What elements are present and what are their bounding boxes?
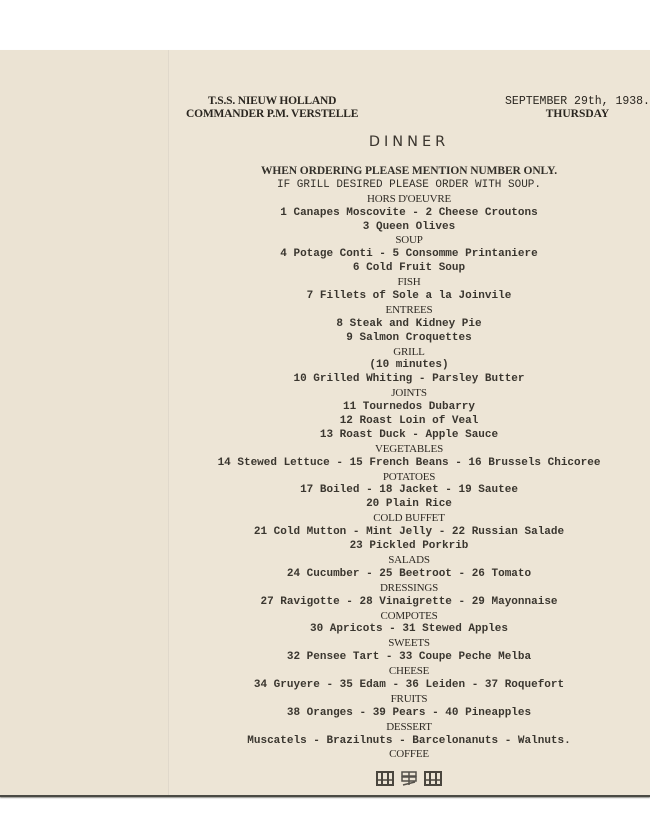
monogram-center-glyph bbox=[400, 771, 418, 791]
section-heading: FRUITS bbox=[390, 692, 428, 705]
menu-item: 20 Plain Rice bbox=[366, 498, 452, 511]
menu-item: 32 Pensee Tart - 33 Coupe Peche Melba bbox=[286, 651, 532, 664]
menu-date: SEPTEMBER 29th, 1938. bbox=[505, 95, 650, 108]
menu-item: 10 Grilled Whiting - Parsley Butter bbox=[293, 373, 525, 386]
ship-name: T.S.S. NIEUW HOLLAND bbox=[208, 95, 337, 107]
commander-name: COMMANDER P.M. VERSTELLE bbox=[186, 108, 359, 120]
section-heading: POTATOES bbox=[382, 470, 436, 483]
section-heading: COFFEE bbox=[389, 748, 429, 761]
section-heading: CHEESE bbox=[388, 665, 430, 678]
ordering-notice: WHEN ORDERING PLEASE MENTION NUMBER ONLY. bbox=[260, 165, 557, 177]
menu-item: 1 Canapes Moscovite - 2 Cheese Croutons bbox=[280, 206, 538, 219]
section-heading: SWEETS bbox=[388, 637, 430, 650]
menu-item: 13 Roast Duck - Apple Sauce bbox=[319, 428, 499, 441]
menu-item: 30 Apricots - 31 Stewed Apples bbox=[309, 623, 509, 636]
menu-item: (10 minutes) bbox=[369, 359, 449, 372]
section-heading: ENTREES bbox=[385, 303, 433, 316]
section-heading: COMPOTES bbox=[380, 609, 438, 622]
menu-item: 4 Potage Conti - 5 Consomme Printaniere bbox=[280, 248, 538, 261]
grill-instruction: IF GRILL DESIRED PLEASE ORDER WITH SOUP. bbox=[276, 178, 542, 191]
monogram-left-glyph bbox=[376, 771, 394, 791]
menu-body bbox=[168, 165, 650, 762]
menu-card bbox=[0, 50, 650, 797]
menu-item: 8 Steak and Kidney Pie bbox=[336, 317, 482, 330]
menu-item: 21 Cold Mutton - Mint Jelly - 22 Russian Salade bbox=[253, 526, 565, 539]
section-heading: COLD BUFFET bbox=[373, 512, 445, 525]
section-heading: SOUP bbox=[395, 234, 423, 247]
section-heading: FISH bbox=[397, 276, 421, 289]
monogram-right-glyph bbox=[424, 771, 442, 791]
section-heading: SALADS bbox=[388, 553, 430, 566]
section-heading: DRESSINGS bbox=[379, 581, 439, 594]
menu-item: Muscatels - Brazilnuts - Barcelonanuts - Walnuts. bbox=[247, 734, 571, 747]
section-heading: VEGETABLES bbox=[374, 442, 443, 455]
menu-item: 3 Queen Olives bbox=[362, 220, 456, 233]
menu-title: DINNER bbox=[368, 134, 450, 150]
menu-item: 7 Fillets of Sole a la Joinvile bbox=[306, 290, 512, 303]
menu-item: 34 Gruyere - 35 Edam - 36 Leiden - 37 Roquefort bbox=[253, 678, 565, 691]
left-panel-blank bbox=[0, 50, 168, 795]
menu-item: 24 Cucumber - 25 Beetroot - 26 Tomato bbox=[286, 567, 532, 580]
section-heading: JOINTS bbox=[391, 387, 427, 400]
menu-item: 9 Salmon Croquettes bbox=[346, 331, 472, 344]
menu-item: 23 Pickled Porkrib bbox=[349, 540, 469, 553]
section-heading: DESSERT bbox=[386, 720, 432, 733]
section-heading: HORS D'OEUVRE bbox=[366, 192, 452, 205]
menu-item: 17 Boiled - 18 Jacket - 19 Sautee bbox=[300, 484, 518, 497]
date-header bbox=[505, 95, 650, 121]
menu-item: 6 Cold Fruit Soup bbox=[352, 262, 466, 275]
menu-day: THURSDAY bbox=[545, 108, 610, 120]
menu-item: 38 Oranges - 39 Pears - 40 Pineapples bbox=[286, 706, 532, 719]
ship-header bbox=[186, 95, 358, 121]
menu-item: 14 Stewed Lettuce - 15 French Beans - 16 Brussels Chicoree bbox=[217, 456, 601, 469]
menu-item: 11 Tournedos Dubarry bbox=[342, 401, 476, 414]
menu-item: 12 Roast Loin of Veal bbox=[339, 415, 479, 428]
holland-america-line-monogram-icon bbox=[376, 773, 442, 789]
section-heading: GRILL bbox=[393, 345, 425, 358]
menu-item: 27 Ravigotte - 28 Vinaigrette - 29 Mayonnaise bbox=[260, 595, 558, 608]
